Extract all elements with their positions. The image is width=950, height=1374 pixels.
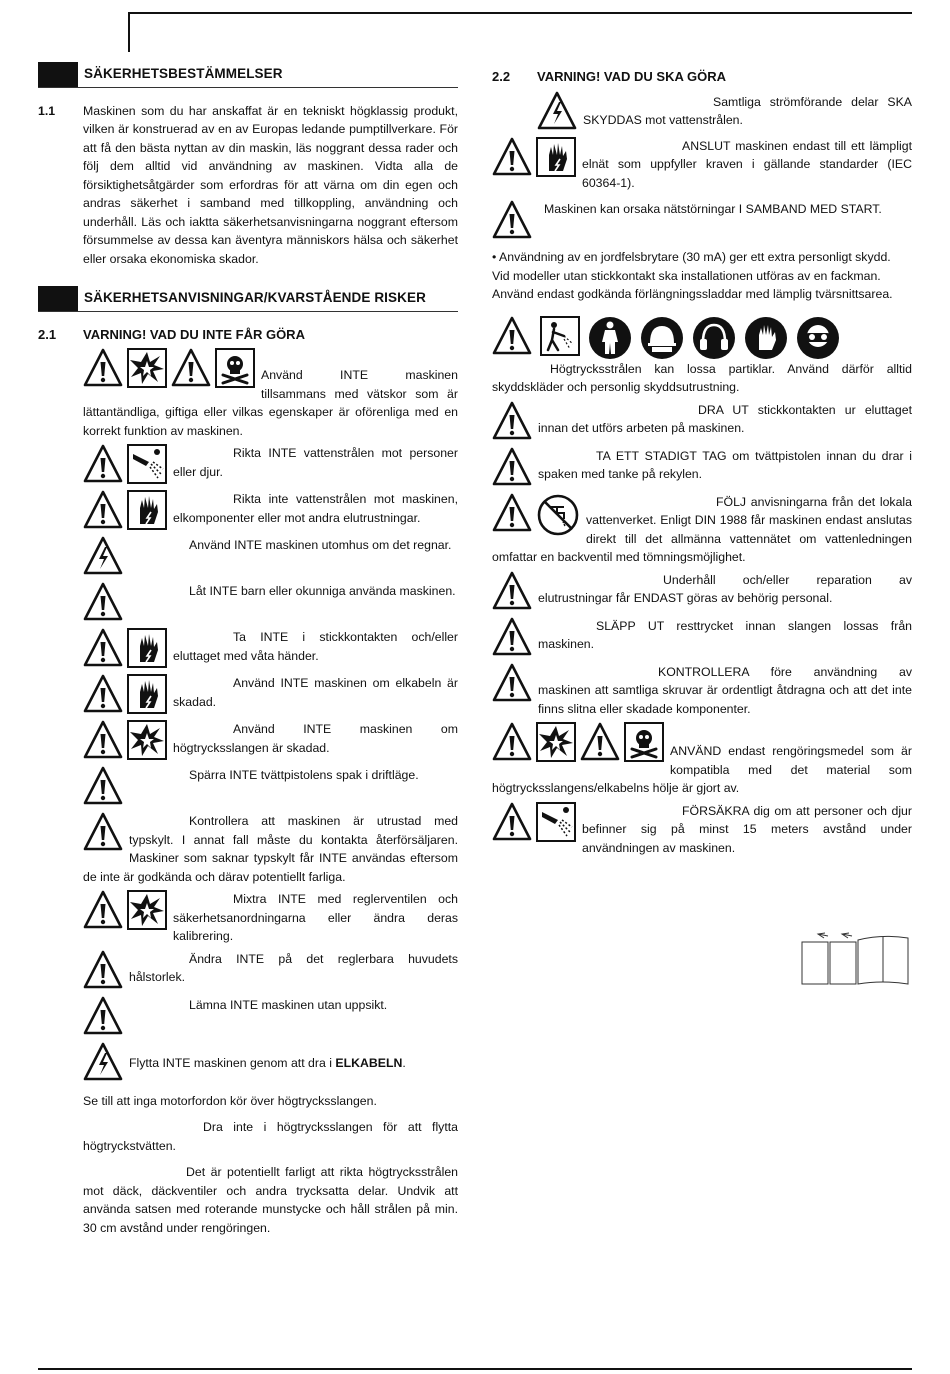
list-item: [83, 766, 458, 808]
item-bold-text: ELKABELN: [335, 1055, 403, 1070]
item-text: Använd INTE maskinen om elkabeln är skadad.: [173, 676, 458, 709]
icon-group: [83, 348, 255, 388]
icon-group: [83, 490, 167, 530]
list-item: [83, 582, 458, 624]
warning-icon: [83, 812, 123, 852]
warning-icon: [492, 571, 532, 611]
item-text-end: .: [402, 1055, 406, 1070]
list-item: [492, 802, 912, 858]
subsection-title: VARNING! VAD DU SKA GÖRA: [537, 69, 726, 84]
open-book-icon: [800, 928, 912, 986]
list-item: [83, 1042, 458, 1084]
list-item: [537, 91, 912, 133]
list-item: [83, 890, 458, 946]
icon-group: [83, 674, 167, 714]
header-frame-edge: [128, 12, 130, 52]
electric-hand-icon: [127, 490, 167, 530]
item-text: Spärra INTE tvättpistolens spak i driftläge.: [189, 768, 419, 782]
icon-group: [492, 401, 532, 441]
icon-group: [83, 582, 123, 622]
paragraph: Använd endast godkända förlängningssladdar med lämplig tvärsnittsarea.: [492, 287, 893, 301]
electric-hand-icon: [127, 674, 167, 714]
paragraph-number: 1.1: [38, 103, 56, 118]
section-heading-2: [38, 286, 458, 312]
list-item: [83, 996, 458, 1038]
electric-warning-icon: [83, 536, 123, 576]
item-text: Ta INTE i stickkontakten och/eller eluttaget med våta händer.: [173, 630, 458, 663]
section-heading-1: [38, 62, 458, 88]
list-item: [83, 348, 458, 440]
water-supply-icon: [536, 493, 580, 537]
warning-icon: [492, 617, 532, 657]
water-jet-person-icon: [127, 444, 167, 484]
warning-icon: [83, 490, 123, 530]
warning-icon: [83, 720, 123, 760]
heading-marker: [38, 286, 78, 311]
item-text: Maskinen kan orsaka nätstörningar I SAMBAND MED START.: [544, 202, 882, 216]
list-item: [492, 617, 912, 659]
warning-icon: [492, 200, 532, 240]
explosion-icon: [536, 722, 576, 762]
item-text: FÖRSÄKRA dig om att personer och djur befinner sig på minst 15 meters avstånd under användningen av maskinen.: [582, 803, 912, 855]
list-item: [83, 720, 458, 762]
warning-icon: [83, 950, 123, 990]
icon-group: [83, 766, 123, 806]
bullet-item: • Användning av en jordfelsbrytare (30 mA) ger ett extra personligt skydd.: [492, 250, 891, 264]
warning-icon: [492, 447, 532, 487]
explosion-icon: [127, 890, 167, 930]
item-text: Använd INTE maskinen tillsammans med vätskor som är lättantändliga, giftiga eller vilkas egenskaper är oförenliga med en korrekt funktion av maskinen.: [83, 368, 458, 438]
item-text: FÖLJ anvisningarna från det lokala vattenverket. Enligt DIN 1988 får maskinen endast anslutas direkt till det allmänna vattennätet om vattenledningen omfattar en backventil med tömningsmöjlighet.: [492, 494, 912, 564]
item-text: Låt INTE barn eller okunniga använda maskinen.: [189, 584, 456, 598]
electric-hand-icon: [536, 137, 576, 177]
electric-warning-icon: [83, 1042, 123, 1082]
electric-warning-icon: [537, 91, 577, 131]
warning-icon: [83, 628, 123, 668]
list-item: [83, 444, 458, 486]
water-jet-person-icon: [536, 802, 576, 842]
warning-icon: [492, 493, 532, 533]
toxic-skull-icon: [215, 348, 255, 388]
icon-group: [492, 663, 532, 703]
protective-suit-icon: [588, 316, 632, 360]
subsection-title: VARNING! VAD DU INTE FÅR GÖRA: [83, 326, 305, 342]
item-text: Kontrollera att maskinen är utrustad med typskylt. I annat fall måste du kontakta återförsäljaren. Maskiner som saknar typskylt får INTE användas eftersom de inte är godkända och därav potentiellt farliga.: [83, 814, 458, 884]
icon-group: [83, 996, 123, 1036]
icon-group: [492, 447, 532, 487]
warning-icon: [83, 766, 123, 806]
dont-list: [38, 348, 458, 1038]
subsection-number: 2.1: [38, 326, 57, 342]
list-item: [492, 571, 912, 613]
icon-group: [83, 628, 167, 668]
list-item: [492, 493, 912, 567]
item-text: TA ETT STADIGT TAG om tvättpistolen innan du drar i spaken med tanke på rekylen.: [538, 448, 912, 481]
subsection-number: 2.2: [492, 69, 511, 84]
icon-group: [492, 571, 532, 611]
item-text: SLÄPP UT resttrycket innan slangen lossas från maskinen.: [538, 618, 912, 651]
list-item: [492, 447, 912, 489]
item-text: Underhåll och/eller reparation av elutrustningar får ENDAST göras av behörig personal.: [538, 572, 912, 605]
icon-group: [492, 722, 664, 762]
item-text: Använd INTE maskinen utomhus om det regnar.: [189, 538, 452, 552]
icon-group: [492, 137, 576, 177]
left-column: [38, 60, 458, 1237]
list-item: [492, 137, 912, 193]
helmet-icon: [640, 316, 684, 360]
warning-icon: [83, 444, 123, 484]
paragraph: Det är potentiellt farligt att rikta högtrycksstrålen mot däck, däckventiler och andra trycksatta delar. Undvik att använda satsen med roterande munstycke och håll strålen på min. 30 cm avstånd under rengöringen.: [83, 1165, 458, 1235]
list-item: [492, 663, 912, 719]
icon-group: [492, 493, 580, 537]
section-title: SÄKERHETSANVISNINGAR/KVARSTÅENDE RISKER: [84, 290, 426, 305]
warning-icon: [492, 802, 532, 842]
icon-group: [83, 1042, 123, 1082]
warning-icon: [580, 722, 620, 762]
item-text: Använd INTE maskinen om högtrycksslangen är skadad.: [173, 722, 458, 755]
item-text: Flytta INTE maskinen genom att dra i: [129, 1055, 336, 1070]
list-item: [83, 674, 458, 716]
icon-group: [83, 536, 123, 576]
icon-group: [492, 802, 576, 842]
item-text: Ändra INTE på det reglerbara huvudets hålstorlek.: [129, 951, 458, 984]
icon-group: [83, 890, 167, 930]
list-item: [492, 200, 912, 242]
electric-hand-icon: [127, 628, 167, 668]
list-item: [492, 401, 912, 443]
paragraph: Vid modeller utan stickkontakt ska installationen utföras av en fackman.: [492, 268, 881, 283]
explosion-icon: [127, 720, 167, 760]
item-text: DRA UT stickkontakten ur eluttaget innan det utförs arbeten på maskinen.: [538, 402, 912, 435]
section-title: SÄKERHETSBESTÄMMELSER: [84, 66, 283, 81]
explosion-icon: [127, 348, 167, 388]
gloves-icon: [744, 316, 788, 360]
icon-group: [83, 812, 123, 852]
warning-icon: [83, 674, 123, 714]
warning-icon: [492, 722, 532, 762]
subsection-heading-2-2: [492, 68, 912, 87]
item-text: Rikta inte vattenstrålen mot maskinen, elkomponenter eller mot andra elutrustningar.: [173, 492, 458, 525]
item-text: ANVÄND endast rengöringsmedel som är kompatibla med det material som högtrycksslangens/elkabelns hölje är gjort av.: [492, 744, 912, 795]
ear-protection-icon: [692, 316, 736, 360]
warning-icon: [492, 663, 532, 703]
warning-icon: [171, 348, 211, 388]
warning-icon: [83, 348, 123, 388]
icon-group: [492, 617, 532, 657]
list-item: [83, 490, 458, 532]
ppe-text: Högtrycksstrålen kan lossa partiklar. Använd därför alltid skyddskläder och personlig skyddsutrustning.: [492, 361, 912, 394]
icon-group: [537, 91, 577, 131]
warning-icon: [83, 582, 123, 622]
ppe-icon-row: [492, 316, 912, 360]
item-text: Lämna INTE maskinen utan uppsikt.: [189, 997, 388, 1012]
icon-group: [83, 720, 167, 760]
paragraph: Dra inte i högtrycksslangen för att flytta högtryckstvätten.: [83, 1120, 458, 1153]
item-text: Mixtra INTE med reglerventilen och säkerhetsanordningarna eller ändra deras kalibrering.: [173, 892, 458, 943]
item-text: Samtliga strömförande delar SKA SKYDDAS mot vattenstrålen.: [583, 94, 912, 127]
toxic-skull-icon: [624, 722, 664, 762]
heading-marker: [38, 62, 78, 87]
icon-group: [83, 950, 123, 990]
item-text: Rikta INTE vattenstrålen mot personer eller djur.: [173, 446, 458, 479]
goggles-icon: [796, 316, 840, 360]
icon-group: [492, 200, 532, 240]
recoil-person-icon: [540, 316, 580, 356]
cable-warning: [38, 1042, 458, 1084]
paragraph: Se till att inga motorfordon kör över högtrycksslangen.: [83, 1093, 377, 1108]
warning-icon: [492, 137, 532, 177]
warning-icon: [492, 316, 532, 356]
footer-line: [38, 1368, 912, 1370]
right-column: [492, 60, 912, 857]
warning-icon: [83, 996, 123, 1036]
list-item: [83, 628, 458, 670]
list-item: [83, 950, 458, 992]
list-item: [83, 536, 458, 578]
subsection-heading-2-1: [38, 326, 458, 345]
icon-group: [83, 444, 167, 484]
item-text: KONTROLLERA före användning av maskinen att samtliga skruvar är ordentligt åtdragna och att det inte finns slitna eller skadade komponenter.: [538, 664, 912, 716]
list-item: [492, 722, 912, 798]
list-item: [83, 812, 458, 886]
item-text: ANSLUT maskinen endast till ett lämpligt elnät som uppfyller kraven i gällande standarder (IEC 60364-1).: [582, 138, 912, 190]
header-frame-line: [128, 12, 912, 14]
paragraph-1-1: [38, 102, 458, 269]
paragraph-text: Maskinen som du har anskaffat är en tekniskt högklassig produkt, vilken är konstruerad av en av Europas ledande pumptillverkare. För att få den bästa nyttan av din maskin, läs noggrant dessa rader och följ dem alltid vid användning av maskinen. Vidta alla de försiktighetsåtgärder som erfordras för att värna om din egen och andras säkerhet i samband med tillkoppling, användning och underhåll. Läs och iaktta säkerhetsanvisningarna noggrant eftersom försummelse av dessa kan äventyra människors hälsa och säkerhet eller orsaka ekonomiska skador.: [83, 103, 458, 266]
warning-icon: [83, 890, 123, 930]
warning-icon: [492, 401, 532, 441]
